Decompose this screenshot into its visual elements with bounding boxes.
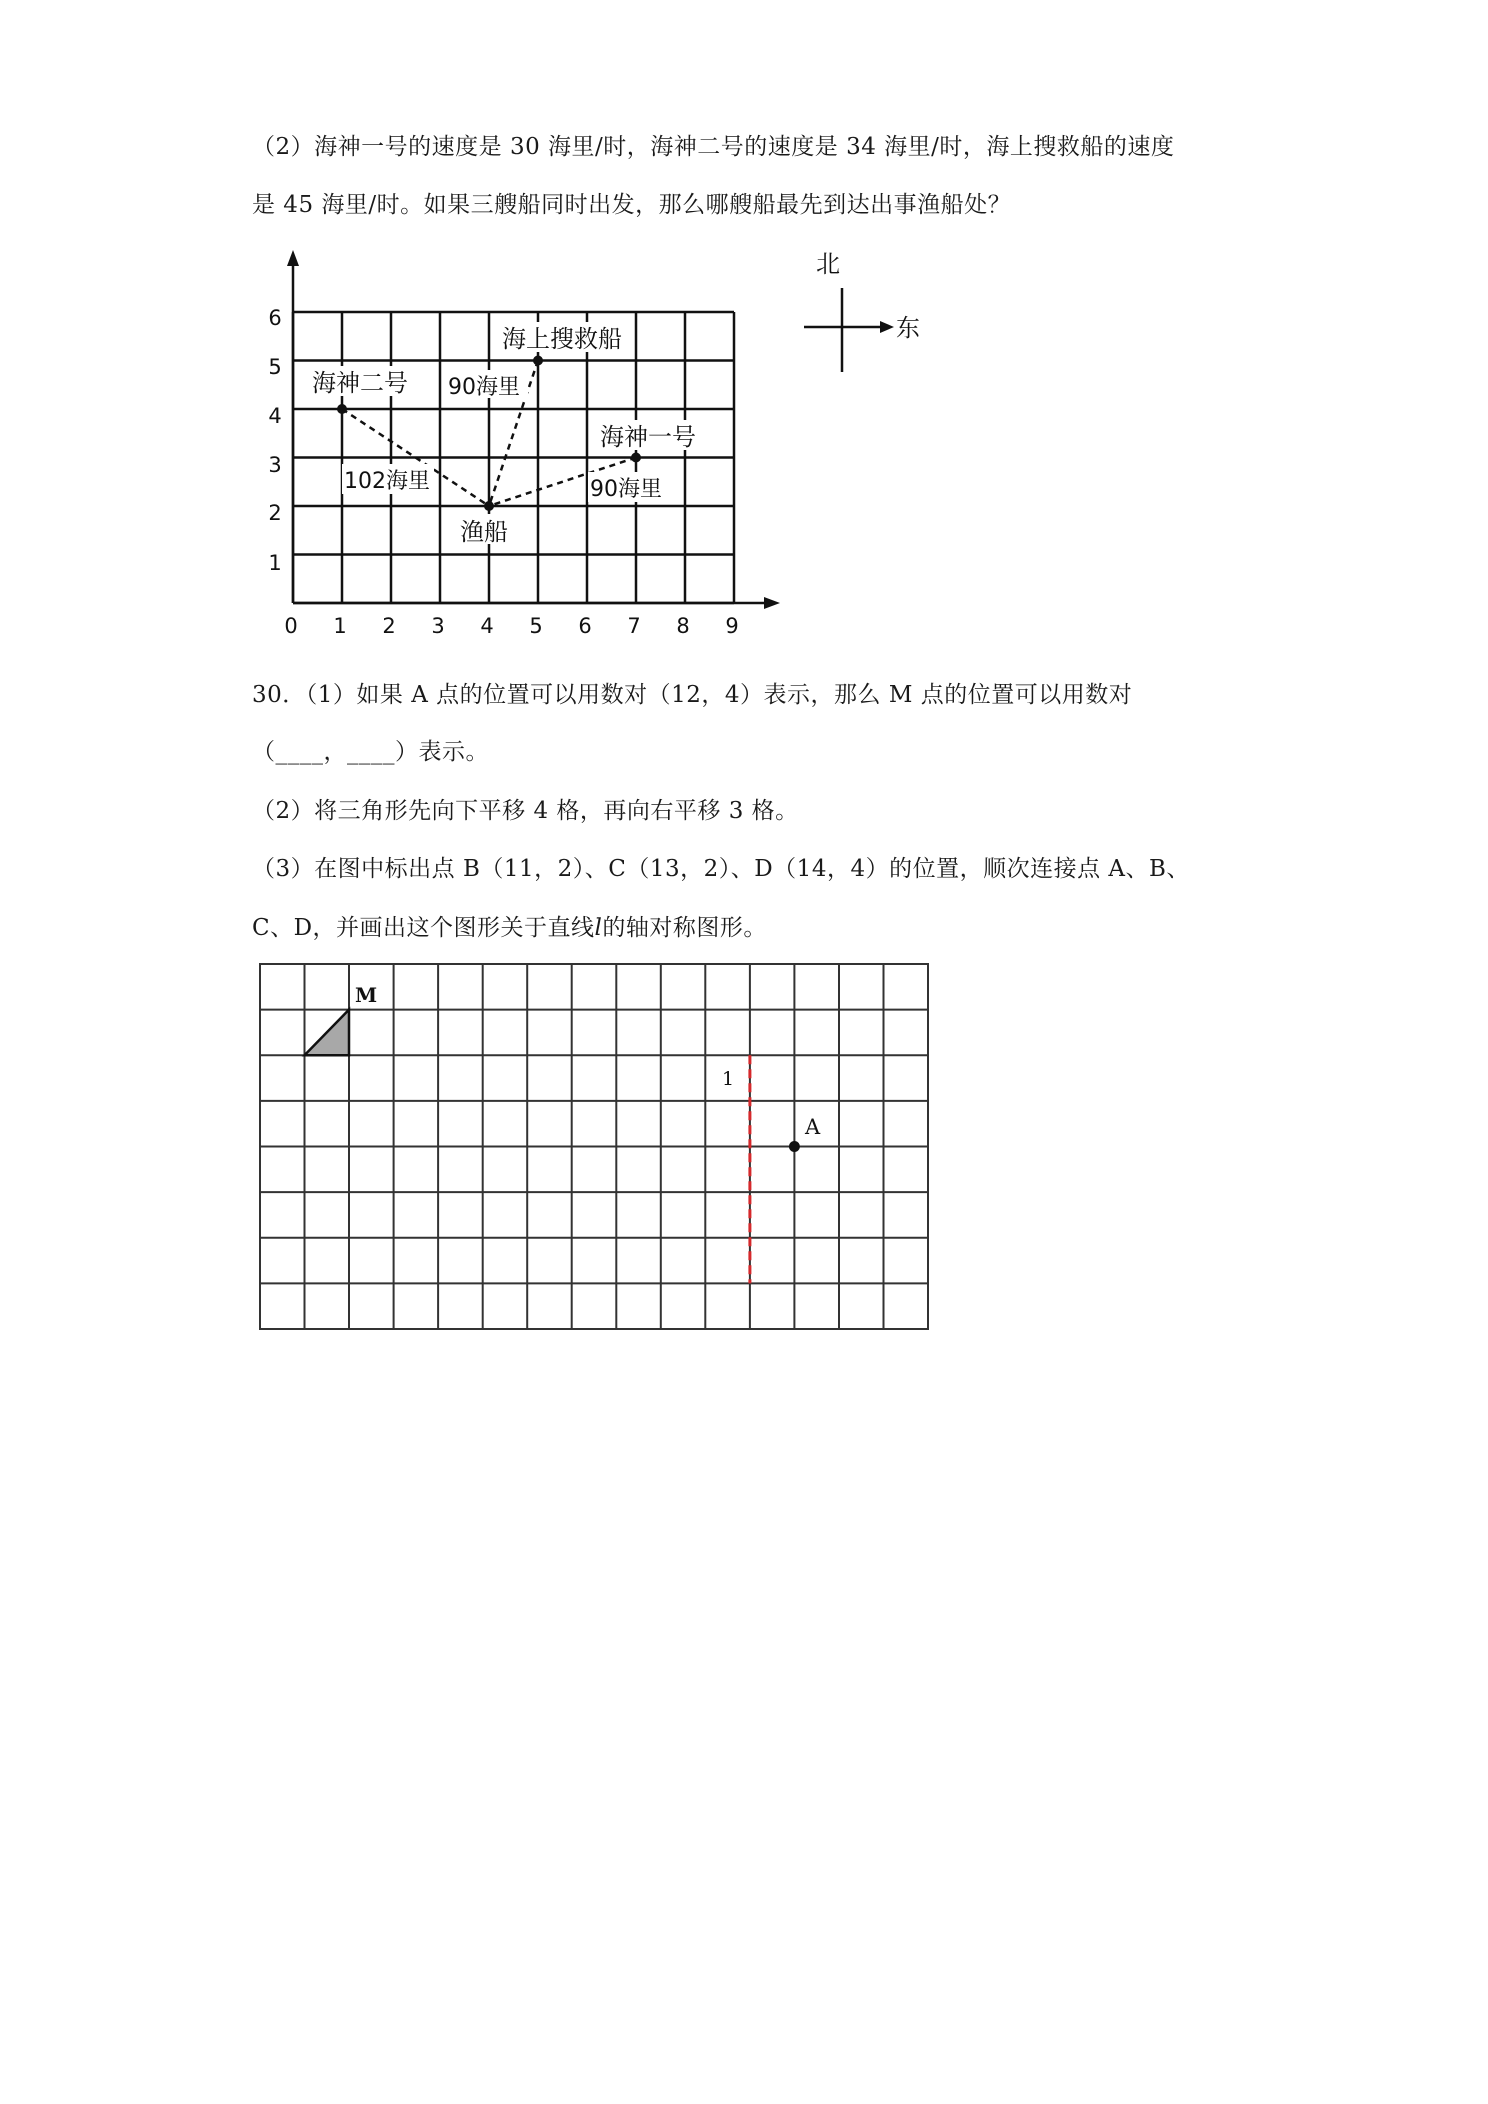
x-tick-0: 0 (284, 614, 298, 638)
label-A: A (805, 1115, 821, 1139)
label-distance-rescue: 90海里 (448, 375, 520, 400)
x-tick-1: 1 (333, 614, 347, 638)
point-A (789, 1141, 800, 1152)
label-haishen-two: 海神二号 (312, 369, 408, 397)
rescue-map-figure (258, 246, 798, 646)
y-tick-1: 1 (268, 551, 282, 575)
x-tick-4: 4 (480, 614, 494, 638)
grid2-lines (260, 964, 928, 1329)
x-tick-8: 8 (676, 614, 690, 638)
x-tick-2: 2 (382, 614, 396, 638)
compass-figure (800, 244, 940, 384)
y-tick-2: 2 (268, 501, 282, 525)
q30-line-5 (252, 909, 767, 942)
y-axis-arrow (287, 250, 299, 266)
triangle-shape (305, 1010, 350, 1056)
y-tick-5: 5 (268, 355, 282, 379)
q30-line-3: （2）将三角形先向下平移 4 格，再向右平移 3 格。 (252, 798, 799, 824)
q30-line-5-pre: C、D，并画出这个图形关于直线 (252, 915, 595, 941)
q30-line-1: 30．（1）如果 A 点的位置可以用数对（12，4）表示，那么 M 点的位置可以用数对 (252, 682, 1133, 708)
point-haishen-one (631, 453, 641, 463)
q2-line-1: （2）海神一号的速度是 30 海里/时，海神二号的速度是 34 海里/时，海上搜救船的速度 (252, 134, 1175, 160)
q30-line-5-post: 的轴对称图形。 (602, 915, 767, 941)
compass-north: 北 (816, 250, 840, 278)
point-haishen-two (337, 404, 347, 414)
compass-east: 东 (896, 314, 920, 342)
x-tick-7: 7 (627, 614, 641, 638)
label-distance-two: 102海里 (344, 469, 430, 494)
y-tick-3: 3 (268, 453, 282, 477)
x-tick-5: 5 (529, 614, 543, 638)
q2-line-2: 是 45 海里/时。如果三艘船同时出发，那么哪艘船最先到达出事渔船处？ (252, 192, 1012, 218)
label-fishing-boat: 渔船 (460, 518, 508, 546)
x-axis-arrow (764, 597, 780, 609)
line-l-symbol: l (594, 915, 603, 941)
q30-line-4: （3）在图中标出点 B（11，2）、C（13，2）、D（14，4）的位置，顺次连接点 A、B、 (252, 856, 1190, 882)
y-tick-6: 6 (268, 306, 282, 330)
label-M: M (355, 983, 378, 1007)
x-tick-3: 3 (431, 614, 445, 638)
point-rescue-ship (533, 356, 543, 366)
map-grid (293, 312, 734, 603)
label-line-1: 1 (722, 1068, 735, 1090)
label-haishen-one: 海神一号 (600, 423, 696, 451)
q30-line-2: （____，____）表示。 (252, 739, 489, 765)
compass-east-arrow (880, 321, 894, 333)
label-rescue-ship: 海上搜救船 (502, 325, 622, 353)
x-tick-9: 9 (725, 614, 739, 638)
y-tick-4: 4 (268, 404, 282, 428)
x-tick-6: 6 (578, 614, 592, 638)
square-grid-figure (258, 962, 938, 1342)
label-distance-one: 90海里 (590, 477, 662, 502)
point-fishing-boat (484, 501, 494, 511)
